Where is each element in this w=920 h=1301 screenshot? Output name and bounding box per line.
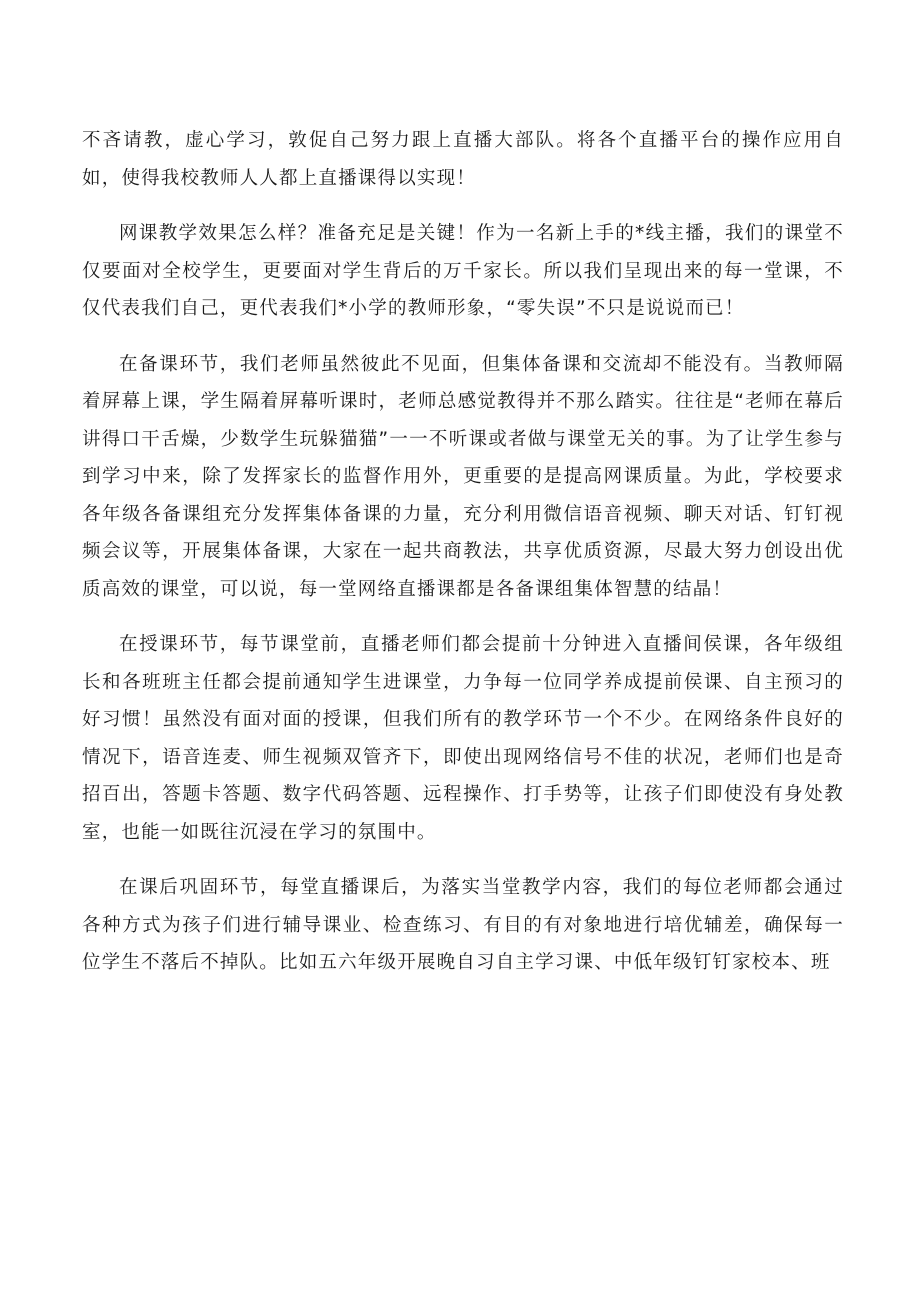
paragraph-continued: 不吝请教，虚心学习，敦促自己努力跟上直播大部队。将各个直播平台的操作应用自如，使得我校教师人人都上直播课得以实现！ (82, 130, 844, 189)
paragraph-teaching-session: 在授课环节，每节课堂前，直播老师们都会提前十分钟进入直播间侯课，各年级组长和各班班主任都会提前通知学生进课堂，力争每一位同学养成提前侯课、自主预习的好习惯！虽然没有面对面的授课，但我们所有的教学环节一个不少。在网络条件良好的情况下，语音连麦、师生视频双管齐下，即使出现网络信号不佳的状况，老师们也是奇招百出，答题卡答题、数字代码答题、远程操作、打手势等，让孩子们即使没有身处教室，也能一如既往沉浸在学习的氛围中。 (82, 634, 844, 843)
paragraph-lesson-preparation: 在备课环节，我们老师虽然彼此不见面，但集体备课和交流却不能没有。当教师隔着屏幕上课，学生隔着屏幕听课时，老师总感觉教得并不那么踏实。往往是“老师在幕后讲得口干舌燥，少数学生玩躲猫猫”一一不听课或者做与课堂无关的事。为了让学生参与到学习中来，除了发挥家长的监督作用外，更重要的是提高网课质量。为此，学校要求各年级各备课组充分发挥集体备课的力量，充分利用微信语音视频、聊天对话、钉钉视频会议等，开展集体备课，大家在一起共商教法，共享优质资源，尽最大努力创设出优质高效的课堂，可以说，每一堂网络直播课都是各备课组集体智慧的结晶！ (82, 353, 844, 600)
paragraph-after-class: 在课后巩固环节，每堂直播课后，为落实当堂教学内容，我们的每位老师都会通过各种方式为孩子们进行辅导课业、检查练习、有目的有对象地进行培优辅差，确保每一位学生不落后不掉队。比如五六年级开展晚自习自主学习课、中低年级钉钉家校本、班 (82, 877, 844, 973)
paragraph-online-teaching-effect: 网课教学效果怎么样？准备充足是关键！作为一名新上手的*线主播，我们的课堂不仅要面对全校学生，更要面对学生背后的万千家长。所以我们呈现出来的每一堂课，不仅代表我们自己，更代表我们*小学的教师形象，“零失误”不只是说说而已！ (82, 223, 844, 319)
document-body (82, 122, 844, 982)
